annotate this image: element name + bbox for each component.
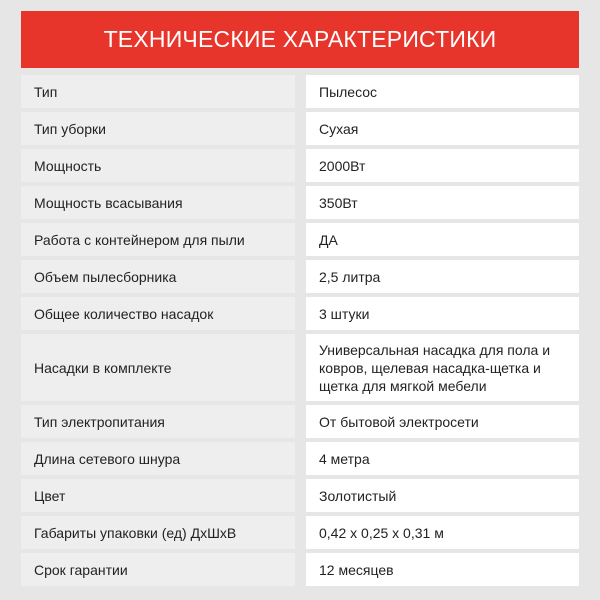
spec-value: ДА [306,223,579,256]
spec-label: Цвет [21,479,295,512]
spec-value: 2,5 литра [306,260,579,293]
specs-table [21,75,579,590]
spec-label: Тип электропитания [21,405,295,438]
spec-row-warranty [21,553,579,586]
spec-label: Работа с контейнером для пыли [21,223,295,256]
spec-value: От бытовой электросети [306,405,579,438]
spec-label: Тип уборки [21,112,295,145]
spec-label: Мощность [21,149,295,182]
spec-row-dust-container [21,223,579,256]
spec-label: Общее количество насадок [21,297,295,330]
spec-row-package-dimensions [21,516,579,549]
header-banner [21,11,579,68]
spec-value: 12 месяцев [306,553,579,586]
spec-value: 350Вт [306,186,579,219]
spec-value: 4 метра [306,442,579,475]
page-title: ТЕХНИЧЕСКИЕ ХАРАКТЕРИСТИКИ [103,26,497,52]
spec-row-power [21,149,579,182]
spec-label: Объем пылесборника [21,260,295,293]
spec-row-cleaning-type [21,112,579,145]
spec-label: Мощность всасывания [21,186,295,219]
spec-value: Сухая [306,112,579,145]
spec-value: 2000Вт [306,149,579,182]
spec-row-color [21,479,579,512]
spec-value: 3 штуки [306,297,579,330]
spec-value: Золотистый [306,479,579,512]
spec-label: Срок гарантии [21,553,295,586]
spec-value: 0,42 x 0,25 x 0,31 м [306,516,579,549]
spec-row-included-nozzles [21,334,579,401]
spec-label: Габариты упаковки (ед) ДхШхВ [21,516,295,549]
spec-row-type [21,75,579,108]
spec-row-cord-length [21,442,579,475]
spec-value: Пылесос [306,75,579,108]
spec-value: Универсальная насадка для пола и ковров, щелевая насадка-щетка и щетка для мягкой мебели [306,334,579,401]
spec-row-nozzle-count [21,297,579,330]
spec-label: Тип [21,75,295,108]
spec-label: Длина сетевого шнура [21,442,295,475]
spec-row-suction-power [21,186,579,219]
spec-row-power-supply [21,405,579,438]
spec-row-dust-volume [21,260,579,293]
spec-label: Насадки в комплекте [21,334,295,401]
